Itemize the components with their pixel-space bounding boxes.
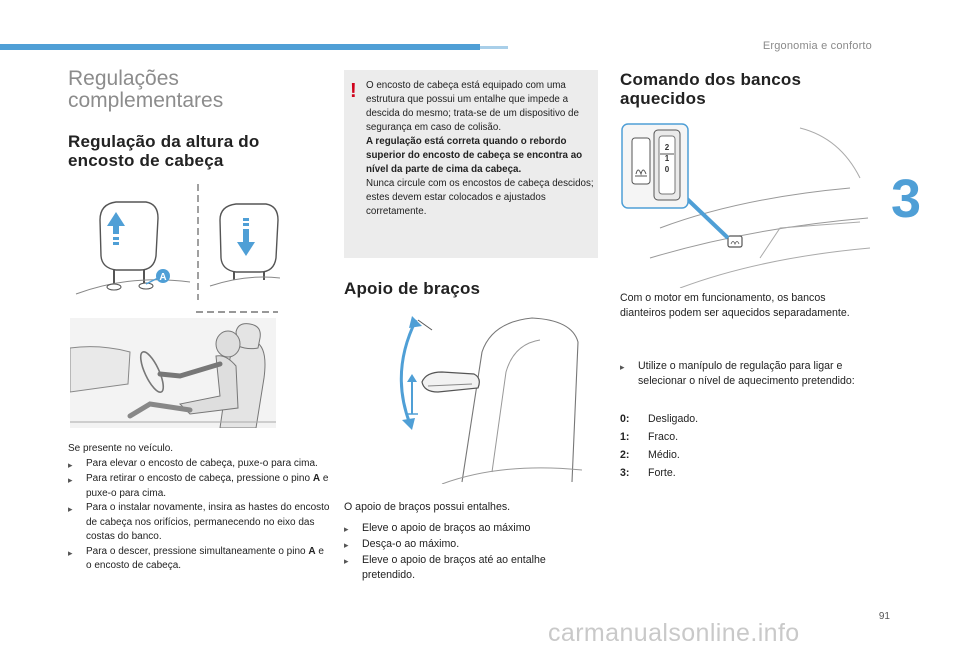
watermark: carmanualsonline.info — [548, 619, 800, 647]
callout-a-label: A — [159, 272, 167, 283]
chapter-number: 3 — [891, 169, 922, 229]
dial-label-0: 0 — [664, 165, 670, 174]
horizontal-divider — [196, 308, 278, 316]
bullet-icon: ▸ — [344, 540, 349, 550]
heating-level-1: 1: Fraco. — [620, 431, 679, 443]
headrest-heading: Regulação da altura do encosto de cabeça — [68, 132, 260, 170]
bullet-icon: ▸ — [68, 459, 73, 470]
bullet-icon: ▸ — [344, 524, 349, 534]
list-item: ▸ Desça-o ao máximo. — [344, 537, 594, 553]
list-item: ▸ Eleve o apoio de braços até ao entalhe pretendido. — [344, 554, 546, 581]
heated-seats-heading: Comando dos bancos aquecidos — [620, 70, 802, 108]
bullet-icon: ▸ — [68, 547, 73, 558]
section-title: Regulações complementares — [68, 67, 224, 112]
heating-level-3: 3: Forte. — [620, 467, 676, 479]
chapter-title: Ergonomia e conforto — [762, 40, 872, 52]
list-item: ▸ Para o descer, pressione simultaneamente o pino A e o encosto de cabeça. — [68, 545, 330, 574]
page-number: 91 — [878, 611, 890, 622]
heating-level-2: 2: Médio. — [620, 449, 680, 461]
bullet-icon: ▸ — [344, 556, 349, 566]
dial-label-2: 2 — [664, 143, 670, 152]
headrest-illustration — [70, 182, 280, 300]
driver-seat-illustration — [70, 318, 276, 428]
bullet-icon: ▸ — [68, 475, 73, 485]
heating-level-0: 0: Desligado. — [620, 413, 699, 425]
heating-levels-list — [620, 410, 698, 482]
heated-seat-control-illustration — [620, 118, 870, 288]
armrest-heading: Apoio de braços — [344, 279, 481, 298]
headrest-instructions — [68, 442, 330, 574]
dial-label-1: 1 — [664, 154, 670, 163]
bullet-icon: ▸ — [620, 362, 625, 372]
warning-box: ! O encosto de cabeça está equipado com uma estrutura que possui um entalhe que impede a descida do mesmo; trata-se de um dispositivo de segurança em caso de colisão. A regulação está correta quando o rebordo superior do encosto de cabeça se encontra ao nível da parte de cima da cabeça. Nunca circule com os encostos de cabeça descidos; estes devem estar colocados e ajustados corretamente. — [344, 70, 598, 258]
list-item: ▸ Para retirar o encosto de cabeça, pressione o pino A e puxe-o para cima. — [68, 472, 330, 501]
armrest-intro: O apoio de braços possui entalhes. — [344, 501, 511, 513]
header-accent-bar — [0, 44, 480, 50]
list-item: ▸ Para elevar o encosto de cabeça, puxe-o para cima. — [68, 457, 330, 473]
list-item: ▸ Para o instalar novamente, insira as hastes do encosto de cabeça nos orifícios, permanecendo no eixo das costas do banco. — [68, 501, 330, 545]
list-item: ▸ Eleve o apoio de braços ao máximo — [344, 521, 594, 537]
heated-seats-intro: Com o motor em funcionamento, os bancos dianteiros podem ser aquecidos separadamente. — [620, 292, 850, 319]
heated-seats-instruction — [620, 359, 860, 389]
warning-icon: ! — [350, 80, 357, 102]
armrest-illustration — [382, 312, 582, 484]
headrest-intro: Se presente no veículo. — [68, 443, 174, 454]
bullet-icon: ▸ — [68, 504, 73, 514]
header-accent-bar-fade — [480, 46, 508, 49]
list-item: ▸ Utilize o manípulo de regulação para ligar e selecionar o nível de aquecimento pretendido: — [620, 360, 855, 387]
armrest-instructions — [344, 521, 594, 583]
